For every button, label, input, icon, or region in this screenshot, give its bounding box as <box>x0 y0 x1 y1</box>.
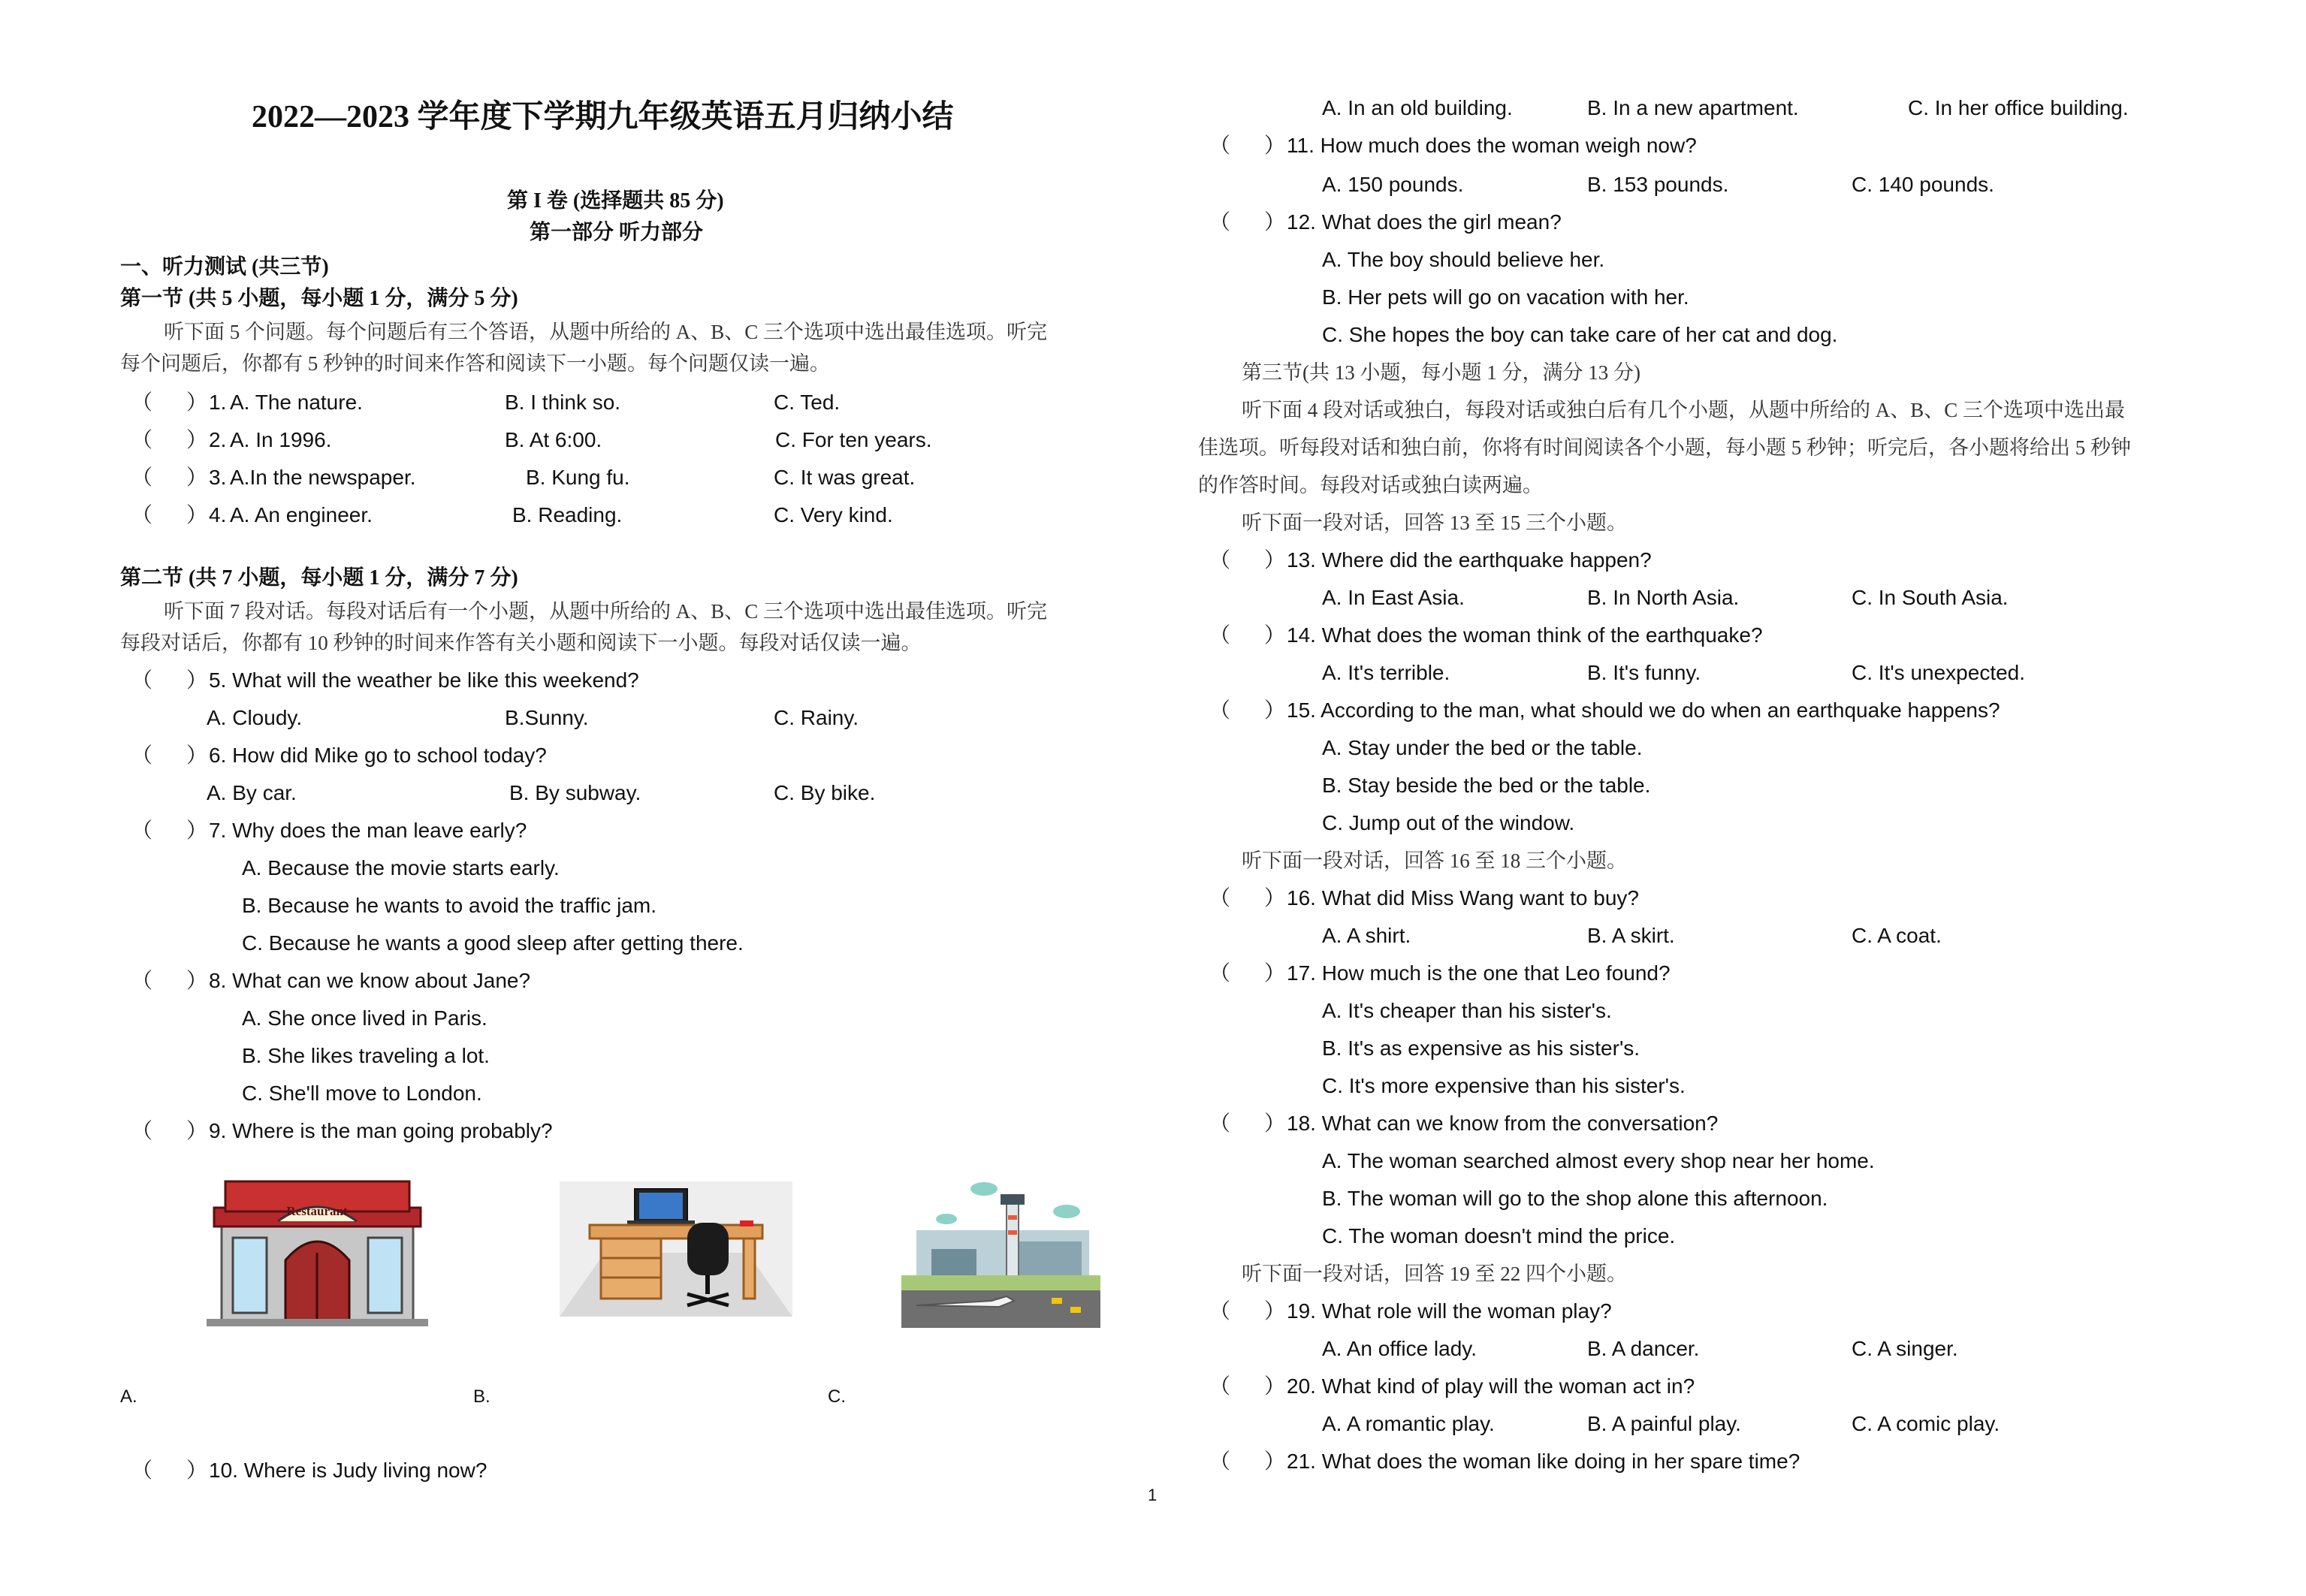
answer-paren-close: ） <box>1264 210 1286 234</box>
answer-paren-open[interactable]: （ <box>1209 548 1231 572</box>
part1-header: 第一部分 听力部分 <box>530 221 704 244</box>
answer-paren-close: ） <box>1264 1299 1286 1323</box>
answer-paren-close: ） <box>1264 698 1286 722</box>
q6-option-c: C. By bike. <box>774 781 876 804</box>
answer-paren-close: ） <box>186 503 208 526</box>
answer-paren-close: ） <box>186 819 208 842</box>
answer-paren-close: ） <box>186 1459 208 1482</box>
answer-paren-close: ） <box>1264 961 1286 985</box>
answer-paren-open[interactable]: （ <box>131 391 153 414</box>
answer-paren-open[interactable]: （ <box>1209 1299 1231 1323</box>
q19-option-a: A. An office lady. <box>1322 1337 1477 1360</box>
answer-paren-close: ） <box>186 744 208 767</box>
option-c: C. Ted. <box>774 391 841 414</box>
answer-paren-close: ） <box>186 668 208 692</box>
section3-header: 第三节(共 13 小题，每小题 1 分，满分 13 分) <box>1242 361 1640 384</box>
page-title: 2022—2023 学年度下学期九年级英语五月归纳小结 <box>252 100 954 134</box>
restaurant-sign: Restaurant <box>286 1204 348 1218</box>
answer-paren-open[interactable]: （ <box>131 744 153 767</box>
q17-option-c: C. It's more expensive than his sister's. <box>1322 1074 1686 1097</box>
listening-header: 一、听力测试 (共三节) <box>120 255 329 279</box>
q19-option-b: B. A dancer. <box>1587 1337 1700 1360</box>
answer-paren-open[interactable]: （ <box>1209 623 1231 647</box>
answer-paren-close: ） <box>186 969 208 992</box>
answer-paren-open[interactable]: （ <box>1209 1374 1231 1398</box>
q20-option-c: C. A comic play. <box>1852 1412 2000 1435</box>
answer-paren-open[interactable]: （ <box>131 428 153 451</box>
q11-option-c: C. 140 pounds. <box>1852 173 1994 196</box>
question-11: 11. How much does the woman weigh now? <box>1287 134 1697 157</box>
option-b: B. Kung fu. <box>526 466 630 489</box>
q6-option-b: B. By subway. <box>509 781 641 804</box>
q14-option-a: A. It's terrible. <box>1322 661 1450 684</box>
section3-intro-line2: 佳选项。听每段对话和独白前，你将有时间阅读各个小题，每小题 5 秒钟；听完后，各小题将给出 5 秒钟 <box>1198 436 2131 459</box>
question-number: 1. <box>209 391 227 414</box>
answer-paren-open[interactable]: （ <box>1209 1450 1231 1473</box>
option-a: A. In 1996. <box>230 428 332 451</box>
answer-paren-close: ） <box>1264 1374 1286 1398</box>
answer-paren-close: ） <box>1264 886 1286 910</box>
answer-paren-open[interactable]: （ <box>131 1459 153 1482</box>
q15-option-b: B. Stay beside the bed or the table. <box>1322 774 1651 797</box>
question-12: 12. What does the girl mean? <box>1287 210 1562 234</box>
section1-intro-line1: 听下面 5 个问题。每个问题后有三个答语，从题中所给的 A、B、C 三个选项中选出最佳选项。听完 <box>164 321 1048 343</box>
q8-option-a: A. She once lived in Paris. <box>242 1006 487 1030</box>
answer-paren-open[interactable]: （ <box>1209 134 1231 157</box>
q14-option-c: C. It's unexpected. <box>1852 661 2026 684</box>
q19-option-c: C. A singer. <box>1852 1337 1958 1360</box>
q7-option-a: A. Because the movie starts early. <box>242 856 560 879</box>
question-9: 9. Where is the man going probably? <box>209 1119 553 1142</box>
question-10: 10. Where is Judy living now? <box>209 1459 487 1482</box>
q16-option-a: A. A shirt. <box>1322 924 1411 947</box>
answer-paren-open[interactable]: （ <box>1209 698 1231 722</box>
option-c: C. It was great. <box>774 466 916 489</box>
section2-header: 第二节 (共 7 小题，每小题 1 分，满分 7 分) <box>120 566 518 590</box>
group2-instruction: 听下面一段对话，回答 16 至 18 三个小题。 <box>1242 849 1627 872</box>
q5-option-b: B.Sunny. <box>505 706 589 729</box>
question-20: 20. What kind of play will the woman act in? <box>1287 1374 1695 1398</box>
question-number: 4. <box>209 503 227 526</box>
question-17: 17. How much is the one that Leo found? <box>1287 961 1671 985</box>
picture-label-a: A. <box>120 1386 137 1407</box>
q18-option-c: C. The woman doesn't mind the price. <box>1322 1224 1676 1248</box>
question-8: 8. What can we know about Jane? <box>209 969 531 992</box>
answer-paren-open[interactable]: （ <box>131 466 153 489</box>
q15-option-c: C. Jump out of the window. <box>1322 811 1575 834</box>
q10-option-b: B. In a new apartment. <box>1587 96 1799 119</box>
answer-paren-open[interactable]: （ <box>1209 886 1231 910</box>
q16-option-c: C. A coat. <box>1852 924 1942 947</box>
option-b: B. I think so. <box>505 391 621 414</box>
volume-header: 第 I 卷 (选择题共 85 分) <box>507 189 724 213</box>
answer-paren-close: ） <box>1264 1450 1286 1473</box>
q15-option-a: A. Stay under the bed or the table. <box>1322 736 1643 759</box>
q18-option-a: A. The woman searched almost every shop near her home. <box>1322 1149 1875 1172</box>
q8-option-b: B. She likes traveling a lot. <box>242 1044 490 1067</box>
q16-option-b: B. A skirt. <box>1587 924 1675 947</box>
section2-intro-line1: 听下面 7 段对话。每段对话后有一个小题，从题中所给的 A、B、C 三个选项中选出最佳选项。听完 <box>164 600 1048 623</box>
answer-paren-close: ） <box>186 428 208 451</box>
q5-option-a: A. Cloudy. <box>207 706 303 729</box>
q12-option-c: C. She hopes the boy can take care of her cat and dog. <box>1322 323 1838 346</box>
option-c: C. Very kind. <box>774 503 893 526</box>
office-desk-picture <box>560 1181 792 1317</box>
picture-label-b: B. <box>473 1386 490 1407</box>
group1-instruction: 听下面一段对话，回答 13 至 15 三个小题。 <box>1242 511 1627 534</box>
answer-paren-open[interactable]: （ <box>1209 961 1231 985</box>
option-b: B. Reading. <box>512 503 623 526</box>
section1-header: 第一节 (共 5 小题，每小题 1 分，满分 5 分) <box>120 287 518 310</box>
airport-picture <box>901 1178 1100 1328</box>
q12-option-b: B. Her pets will go on vacation with her. <box>1322 285 1689 309</box>
answer-paren-open[interactable]: （ <box>131 503 153 526</box>
question-7: 7. Why does the man leave early? <box>209 819 527 842</box>
answer-paren-close: ） <box>186 466 208 489</box>
q12-option-a: A. The boy should believe her. <box>1322 248 1605 271</box>
option-a: A.In the newspaper. <box>230 466 416 489</box>
question-6: 6. How did Mike go to school today? <box>209 744 547 767</box>
picture-label-c: C. <box>828 1386 846 1407</box>
answer-paren-open[interactable]: （ <box>1209 1112 1231 1135</box>
answer-paren-open[interactable]: （ <box>131 969 153 992</box>
q14-option-b: B. It's funny. <box>1587 661 1701 684</box>
q18-option-b: B. The woman will go to the shop alone this afternoon. <box>1322 1187 1828 1210</box>
answer-paren-open[interactable]: （ <box>131 819 153 842</box>
section3-intro-line3: 的作答时间。每段对话或独白读两遍。 <box>1198 474 1543 496</box>
q13-option-b: B. In North Asia. <box>1587 586 1740 609</box>
answer-paren-close: ） <box>1264 548 1286 572</box>
section2-intro-line2: 每段对话后，你都有 10 秒钟的时间来作答有关小题和阅读下一小题。每段对话仅读一遍。 <box>120 632 922 654</box>
answer-paren-open[interactable]: （ <box>1209 210 1231 234</box>
question-13: 13. Where did the earthquake happen? <box>1287 548 1652 572</box>
answer-paren-open[interactable]: （ <box>131 668 153 692</box>
question-16: 16. What did Miss Wang want to buy? <box>1287 886 1639 910</box>
answer-paren-close: ） <box>1264 1112 1286 1135</box>
question-number: 3. <box>209 466 227 489</box>
q10-option-a: A. In an old building. <box>1322 96 1513 119</box>
q8-option-c: C. She'll move to London. <box>242 1082 482 1105</box>
section3-intro-line1: 听下面 4 段对话或独白，每段对话或独白后有几个小题，从题中所给的 A、B、C 三个选项中选出最 <box>1242 399 2126 421</box>
q10-option-c: C. In her office building. <box>1908 96 2129 119</box>
q7-option-c: C. Because he wants a good sleep after getting there. <box>242 931 744 955</box>
q20-option-a: A. A romantic play. <box>1322 1412 1495 1435</box>
answer-paren-open[interactable]: （ <box>131 1119 153 1142</box>
answer-paren-close: ） <box>1264 623 1286 647</box>
question-5: 5. What will the weather be like this weekend? <box>209 668 639 692</box>
question-number: 2. <box>209 428 227 451</box>
q17-option-b: B. It's as expensive as his sister's. <box>1322 1036 1640 1060</box>
answer-paren-close: ） <box>186 391 208 414</box>
question-15: 15. According to the man, what should we do when an earthquake happens? <box>1287 698 2000 722</box>
option-a: A. The nature. <box>230 391 363 414</box>
restaurant-picture <box>207 1178 428 1328</box>
question-19: 19. What role will the woman play? <box>1287 1299 1612 1323</box>
q11-option-b: B. 153 pounds. <box>1587 173 1729 196</box>
option-b: B. At 6:00. <box>505 428 602 451</box>
q7-option-b: B. Because he wants to avoid the traffic jam. <box>242 894 657 917</box>
option-a: A. An engineer. <box>230 503 373 526</box>
question-14: 14. What does the woman think of the earthquake? <box>1287 623 1763 647</box>
q13-option-a: A. In East Asia. <box>1322 586 1465 609</box>
section1-intro-line2: 每个问题后，你都有 5 秒钟的时间来作答和阅读下一小题。每个问题仅读一遍。 <box>120 352 830 375</box>
answer-paren-close: ） <box>1264 134 1286 157</box>
q5-option-c: C. Rainy. <box>774 706 859 729</box>
group3-instruction: 听下面一段对话，回答 19 至 22 四个小题。 <box>1242 1263 1627 1285</box>
q11-option-a: A. 150 pounds. <box>1322 173 1464 196</box>
question-21: 21. What does the woman like doing in her spare time? <box>1287 1450 1800 1473</box>
option-c: C. For ten years. <box>775 428 932 451</box>
answer-paren-close: ） <box>186 1119 208 1142</box>
question-18: 18. What can we know from the conversation? <box>1287 1112 1719 1135</box>
q17-option-a: A. It's cheaper than his sister's. <box>1322 999 1612 1022</box>
q20-option-b: B. A painful play. <box>1587 1412 1741 1435</box>
q13-option-c: C. In South Asia. <box>1852 586 2009 609</box>
page-number: 1 <box>1148 1486 1158 1504</box>
q6-option-a: A. By car. <box>207 781 297 804</box>
